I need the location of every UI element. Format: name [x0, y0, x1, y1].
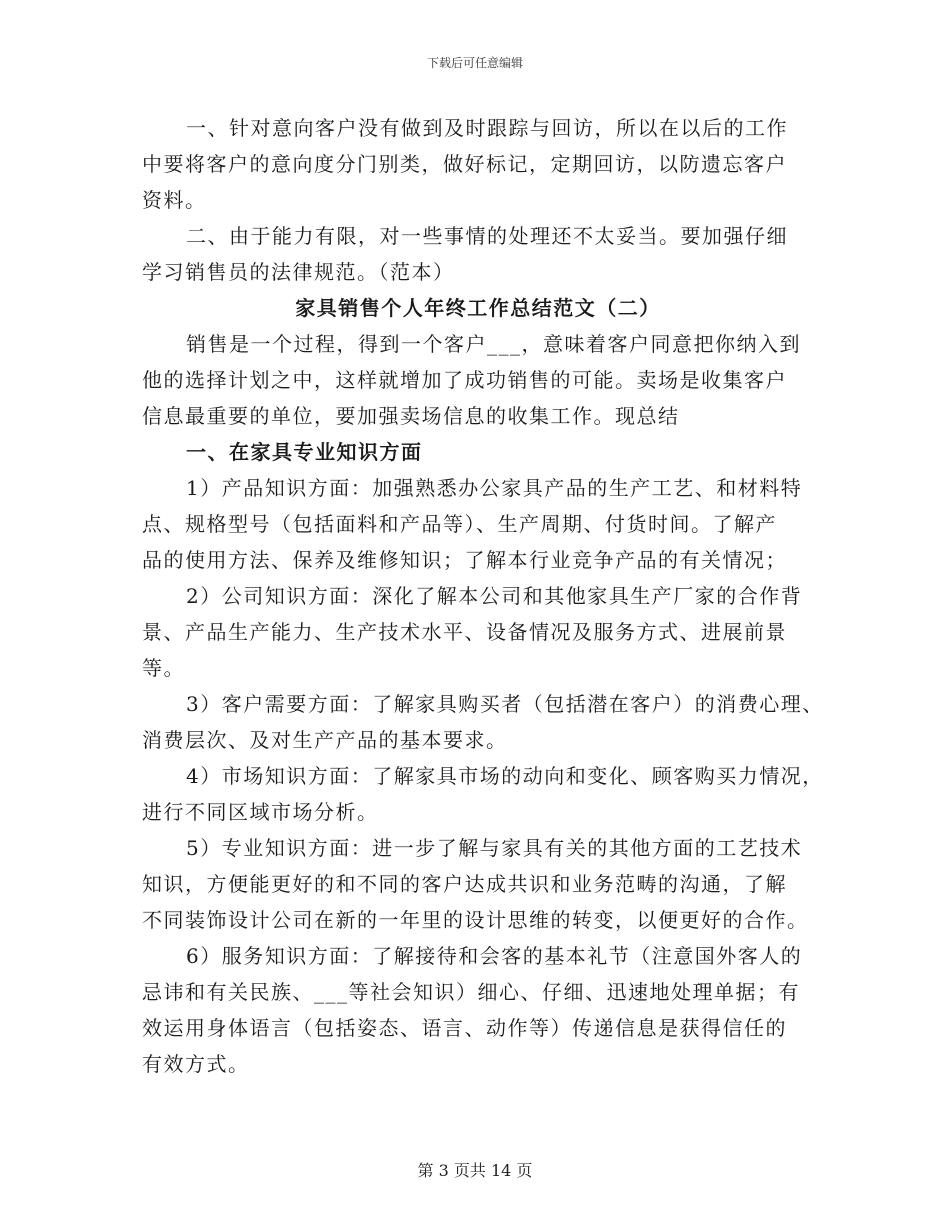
text-line: 有效方式。	[142, 1052, 250, 1076]
text-line: 消费层次、及对生产产品的基本要求。	[142, 728, 508, 752]
text-line: 等。	[142, 656, 185, 680]
section-title: 家具销售个人年终工作总结范文（二）	[295, 296, 661, 320]
text-line: 信息最重要的单位，要加强卖场信息的收集工作。现总结	[142, 404, 680, 428]
text-line: 进行不同区域市场分析。	[142, 800, 379, 824]
text-line: 3）客户需要方面：了解家具购买者（包括潜在客户）的消费心理、	[186, 692, 824, 716]
page-header-note: 下载后可任意编辑	[426, 56, 523, 70]
text-line: 4）市场知识方面：了解家具市场的动向和变化、顾客购买力情况，	[186, 764, 824, 788]
text-line: 品的使用方法、保养及维修知识；了解本行业竞争产品的有关情况；	[142, 548, 787, 572]
text-line: 中要将客户的意向度分门别类，做好标记，定期回访，以防遗忘客户	[142, 152, 787, 176]
text-line: 销售是一个过程，得到一个客户___，意味着客户同意把你纳入到	[186, 332, 801, 356]
text-line: 5）专业知识方面：进一步了解与家具有关的其他方面的工艺技术	[186, 836, 803, 860]
text-line: 他的选择计划之中，这样就增加了成功销售的可能。卖场是收集客户	[142, 368, 787, 392]
document-body	[142, 110, 824, 1082]
text-line: 点、规格型号（包括面料和产品等）、生产周期、付货时间。了解产	[142, 512, 777, 536]
text-line: 忌讳和有关民族、___等社会知识）细心、仔细、迅速地处理单据；有	[142, 980, 800, 1004]
page-number: 第 3 页共 14 页	[417, 1161, 533, 1180]
text-line: 二、由于能力有限，对一些事情的处理还不太妥当。要加强仔细	[186, 224, 788, 248]
text-line: 资料。	[142, 188, 207, 212]
text-line: 效运用身体语言（包括姿态、语言、动作等）传递信息是获得信任的	[142, 1016, 787, 1040]
text-line: 6）服务知识方面：了解接待和会客的基本礼节（注意国外客人的	[186, 944, 803, 968]
section-heading: 一、在家具专业知识方面	[186, 440, 423, 464]
text-line: 一、针对意向客户没有做到及时跟踪与回访，所以在以后的工作	[186, 116, 788, 140]
text-line: 知识，方便能更好的和不同的客户达成共识和业务范畴的沟通，了解	[142, 872, 787, 896]
text-line: 1）产品知识方面：加强熟悉办公家具产品的生产工艺、和材料特	[186, 476, 803, 500]
text-line: 学习销售员的法律规范。（范本）	[142, 260, 455, 284]
text-line: 景、产品生产能力、生产技术水平、设备情况及服务方式、进展前景	[142, 620, 787, 644]
text-line: 2）公司知识方面：深化了解本公司和其他家具生产厂家的合作背	[186, 584, 803, 608]
text-line: 不同装饰设计公司在新的一年里的设计思维的转变，以便更好的合作。	[142, 908, 809, 932]
